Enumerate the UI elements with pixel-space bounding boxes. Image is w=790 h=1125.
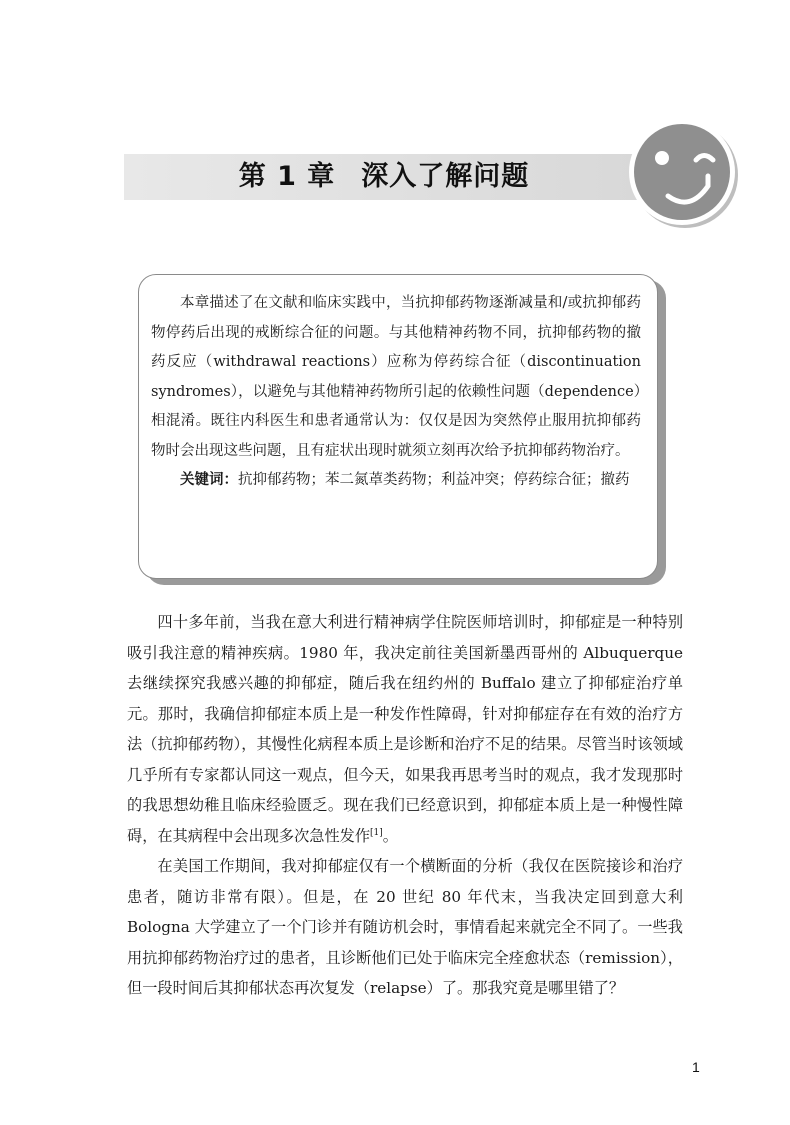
body-paragraph-1-text: 四十多年前，当我在意大利进行精神病学住院医师培训时，抑郁症是一种特别吸引我注意的精神疾病。1980 年，我决定前往美国新墨西哥州的 Albuquerque 去继续探究我感兴趣的抑郁症，随后我在纽约州的 Buffalo 建立了抑郁症治疗单元。那时，我确信抑郁症本质上是一种发作性障碍，针对抑郁症存在有效的治疗方法（抗抑郁药物），其慢性化病程本质上是诊断和治疗不足的结果。尽管当时该领域几乎所有专家都认同这一观点，但今天，如果我再思考当时的观点，我才发现那时的我思想幼稚且临床经验匮乏。现在我们已经意识到，抑郁症本质上是一种慢性障碍，在其病程中会出现多次急性发作 (127, 613, 683, 845)
citation-ref: [1] (370, 827, 383, 838)
abstract-keywords (151, 466, 641, 496)
winking-smiley-icon (626, 116, 740, 230)
keywords-text: 抗抑郁药物；苯二氮䓬类药物；利益冲突；停药综合征；撤药 (238, 472, 630, 488)
abstract-text: 本章描述了在文献和临床实践中，当抗抑郁药物逐渐减量和/或抗抑郁药物停药后出现的戒断综合征的问题。与其他精神药物不同，抗抑郁药物的撤药反应（withdrawal reactions）应称为停药综合征（discontinuation syndromes），以避免与其他精神药物所引起的依赖性问题（dependence）相混淆。既往内科医生和患者通常认为：仅仅是因为突然停止服用抗抑郁药物时会出现这些问题，且有症状出现时就须立刻再次给予抗抑郁药物治疗。 (151, 295, 641, 459)
page-number: 1 (692, 1059, 700, 1075)
chapter-number: 第 1 章 (238, 161, 336, 192)
abstract-box (138, 274, 658, 579)
body-paragraph-1 (127, 607, 683, 851)
chapter-title (124, 154, 644, 200)
body-paragraph-1-end: 。 (382, 826, 398, 845)
body-text (127, 607, 683, 1004)
body-paragraph-2: 在美国工作期间，我对抑郁症仅有一个横断面的分析（我仅在医院接诊和治疗患者，随访非常有限）。但是，在 20 世纪 80 年代末，当我决定回到意大利 Bologna 大学建立了一个门诊并有随访机会时，事情看起来就完全不同了。一些我用抗抑郁药物治疗过的患者，且诊断他们已处于临床完全痊愈状态（remission），但一段时间后其抑郁状态再次复发（relapse）了。那我究竟是哪里错了？ (127, 857, 683, 997)
chapter-title-text: 深入了解问题 (361, 161, 530, 192)
keywords-label: 关键词： (180, 472, 238, 488)
